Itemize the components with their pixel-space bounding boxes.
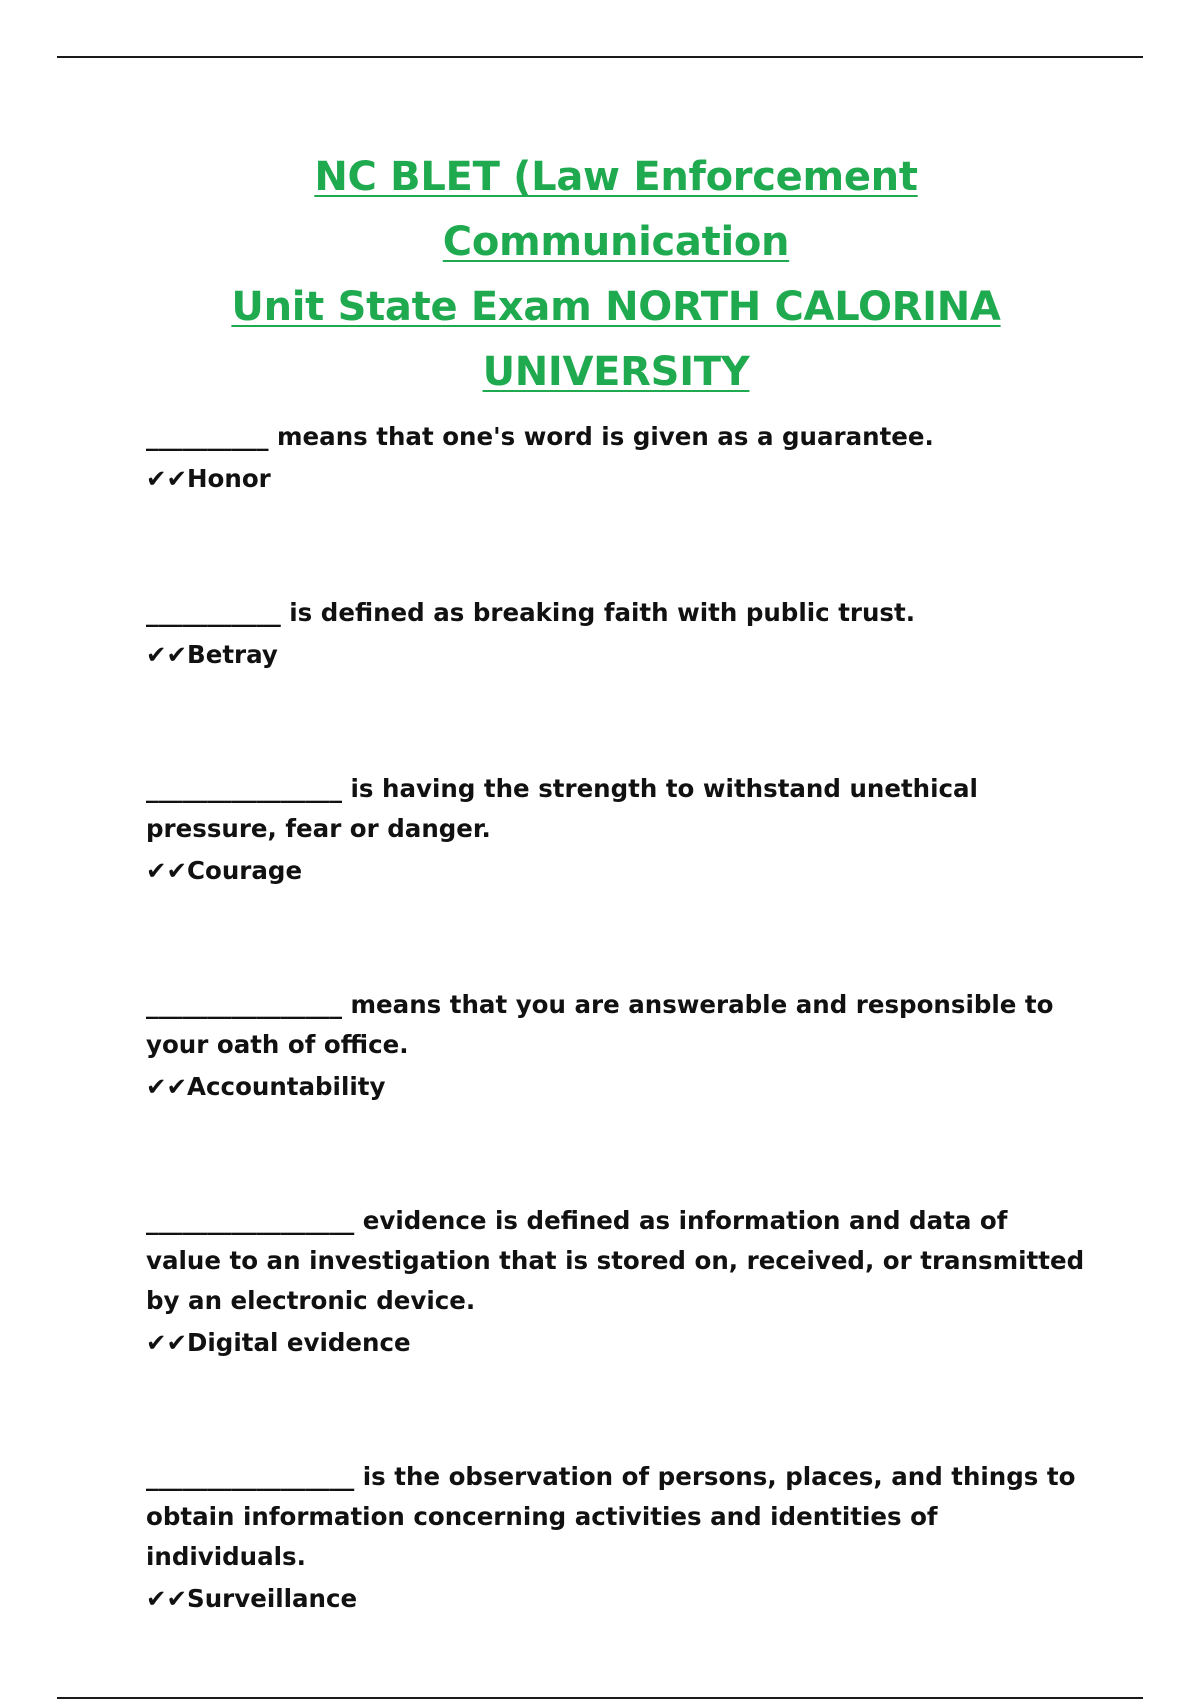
spacer	[146, 1109, 1086, 1201]
document-page	[146, 145, 1086, 1621]
spacer	[146, 893, 1086, 985]
spacer	[146, 501, 1086, 593]
question-text: ________________ means that you are answerable and responsible to your oath of office.	[146, 990, 1054, 1059]
question-text: _________________ is the observation of persons, places, and things to obtain information concerning activities and identities of individuals.	[146, 1462, 1076, 1571]
qa-item-1	[146, 417, 1086, 501]
top-rule	[57, 56, 1143, 58]
qa-item-5	[146, 1201, 1086, 1365]
spacer	[146, 1365, 1086, 1457]
title-line-2: Unit State Exam NORTH CALORINA	[231, 284, 1001, 330]
qa-item-4	[146, 985, 1086, 1109]
qa-item-2	[146, 593, 1086, 677]
document-title	[146, 145, 1086, 405]
answer-text: ✔✔Accountability	[146, 1072, 386, 1101]
answer-text: ✔✔Betray	[146, 640, 278, 669]
qa-item-3	[146, 769, 1086, 893]
bottom-rule	[57, 1697, 1143, 1699]
answer-text: ✔✔Honor	[146, 464, 271, 493]
title-line-3: UNIVERSITY	[482, 349, 750, 395]
question-text: _________________ evidence is defined as information and data of value to an investigation that is stored on, received, or transmitted by an electronic device.	[146, 1206, 1085, 1315]
qa-item-6	[146, 1457, 1086, 1621]
spacer	[146, 677, 1086, 769]
question-text: ________________ is having the strength to withstand unethical pressure, fear or danger.	[146, 774, 978, 843]
answer-text: ✔✔Courage	[146, 856, 303, 885]
question-text: ___________ is defined as breaking faith with public trust.	[146, 598, 916, 627]
answer-text: ✔✔Digital evidence	[146, 1328, 411, 1357]
title-line-1: NC BLET (Law Enforcement Communication	[314, 154, 918, 265]
question-text: __________ means that one's word is given as a guarantee.	[146, 422, 934, 451]
answer-text: ✔✔Surveillance	[146, 1584, 358, 1613]
